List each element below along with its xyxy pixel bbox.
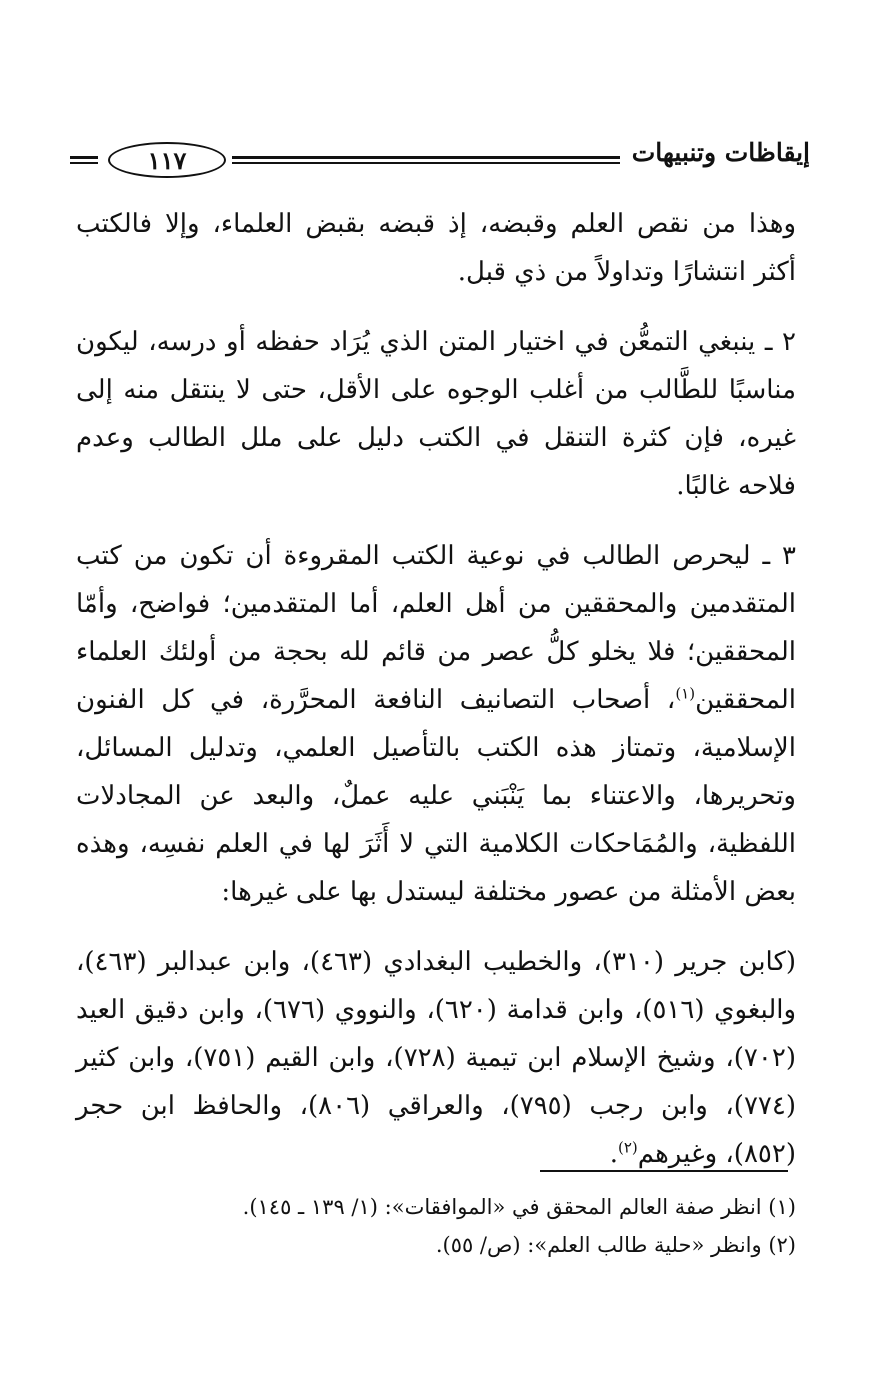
header-rule (232, 156, 620, 159)
paragraph-2: ٢ ـ ينبغي التمعُّن في اختيار المتن الذي يُرَاد حفظه أو درسه، ليكون مناسبًا للطَّالب من أغلب الوجوه على الأقل، حتى لا ينتقل منه إلى غيره، فإن كثرة التنقل في الكتب دليل على ملل الطالب وعدم فلاحه غالبًا. (76, 327, 796, 501)
paragraph-4 (76, 938, 796, 1178)
header-rule (70, 156, 98, 159)
footnote-1: (١) انظر صفة العالم المحقق في «الموافقات»: (١/ ١٣٩ ـ ١٤٥). (242, 1195, 796, 1219)
paragraph-3-text-b: ، أصحاب التصانيف النافعة المحرَّرة، في كل الفنون الإسلامية، وتمتاز هذه الكتب بالتأصيل العلمي، وتدليل المسائل، وتحريرها، والاعتناء بما يَنْبَني عليه عملٌ، والبعد عن المجادلات اللفظية، والمُمَاحكات الكلامية التي لا أَثَرَ لها في العلم نفسِه، وهذه بعض الأمثلة من عصور مختلفة ليستدل بها على غيرها: (76, 685, 796, 907)
footnote-separator (540, 1170, 788, 1172)
header-rule (232, 162, 620, 164)
page-number: ١١٧ (108, 142, 226, 178)
footnote-2: (٢) وانظر «حلية طالب العلم»: (ص/ ٥٥). (435, 1233, 796, 1257)
header-rule (70, 162, 98, 164)
paragraph-3 (76, 532, 796, 916)
footnotes (120, 1188, 796, 1264)
paragraph-4-text-a: (كابن جرير (٣١٠)، والخطيب البغدادي (٤٦٣)، وابن عبدالبر (٤٦٣)، والبغوي (٥١٦)، وابن قدامة (٦٢٠)، والنووي (٦٧٦)، وابن دقيق العيد (٧٠٢)، وشيخ الإسلام ابن تيمية (٧٢٨)، وابن القيم (٧٥١)، وابن كثير (٧٧٤)، وابن رجب (٧٩٥)، والعراقي (٨٠٦)، والحافظ ابن حجر (٨٥٢)، وغيرهم (76, 947, 797, 1169)
footnote-ref-1[interactable]: (١) (675, 684, 696, 703)
page-header (70, 138, 810, 182)
main-text (76, 200, 796, 1200)
footnote-ref-2[interactable]: (٢) (617, 1138, 638, 1157)
paragraph-4-text-b: . (609, 1139, 618, 1169)
running-title: إيقاظات وتنبيهات (631, 138, 810, 167)
paragraph-1: وهذا من نقص العلم وقبضه، إذ قبضه بقبض العلماء، وإلا فالكتب أكثر انتشارًا وتداولاً من ذي قبل. (76, 209, 796, 287)
paragraph-3-text-a: ٣ ـ ليحرص الطالب في نوعية الكتب المقروءة أن تكون من كتب المتقدمين والمحققين من أهل العلم، أما المتقدمين؛ فواضح، وأمّا المحققين؛ فلا يخلو كلُّ عصر من قائم لله بحجة من أولئك العلماء المحققين (76, 541, 796, 715)
